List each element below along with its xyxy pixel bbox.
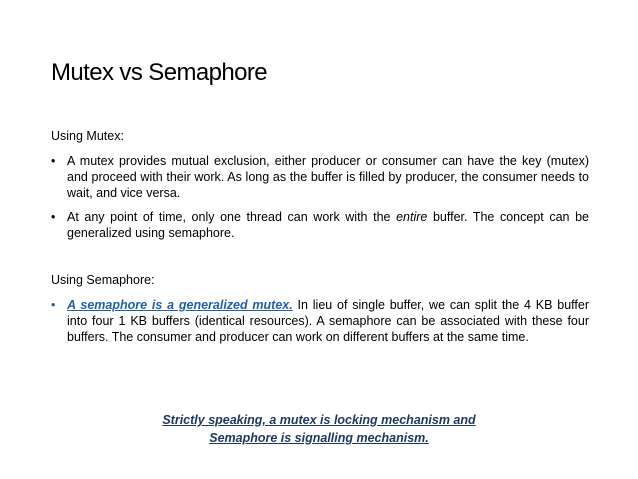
mutex-bullet-1-text: A mutex provides mutual exclusion, either producer or consumer can have the key (mutex) and proceed with their work. As long as the buffer is filled by producer, the consumer needs to wait, and vice versa. — [67, 154, 589, 200]
bullet-marker: • — [51, 298, 56, 312]
semaphore-bullet-1-body: In lieu of single buffer, we can split the 4 KB buffer into four 1 KB buffers (identical resources). A semaphore can be associated with these four buffers. The consumer and producer can work on different buffers at the same time. — [67, 298, 589, 344]
footnote-line-1: Strictly speaking, a mutex is locking mechanism and — [162, 413, 476, 427]
mutex-bullet-1 — [51, 153, 589, 201]
mutex-bullet-2-text-before: At any point of time, only one thread can work with the — [67, 210, 397, 224]
semaphore-bullet-1-text — [67, 297, 589, 345]
slide-title: Mutex vs Semaphore — [51, 59, 267, 86]
semaphore-definition-link[interactable]: A semaphore is a generalized mutex. — [67, 298, 293, 312]
semaphore-bullet-1 — [51, 297, 589, 345]
mutex-bullet-2-text — [67, 209, 589, 241]
bullet-marker: • — [51, 154, 56, 168]
footnote-line-2: Semaphore is signalling mechanism. — [209, 431, 429, 445]
mutex-bullet-2 — [51, 209, 589, 241]
semaphore-section-heading: Using Semaphore: — [51, 273, 155, 287]
emphasis-entire: entire — [396, 210, 428, 224]
mutex-bullet-2-text-after: buffer. The concept can be generalized using semaphore. — [67, 210, 589, 240]
bullet-marker: • — [51, 210, 56, 224]
mutex-section-heading: Using Mutex: — [51, 129, 124, 143]
